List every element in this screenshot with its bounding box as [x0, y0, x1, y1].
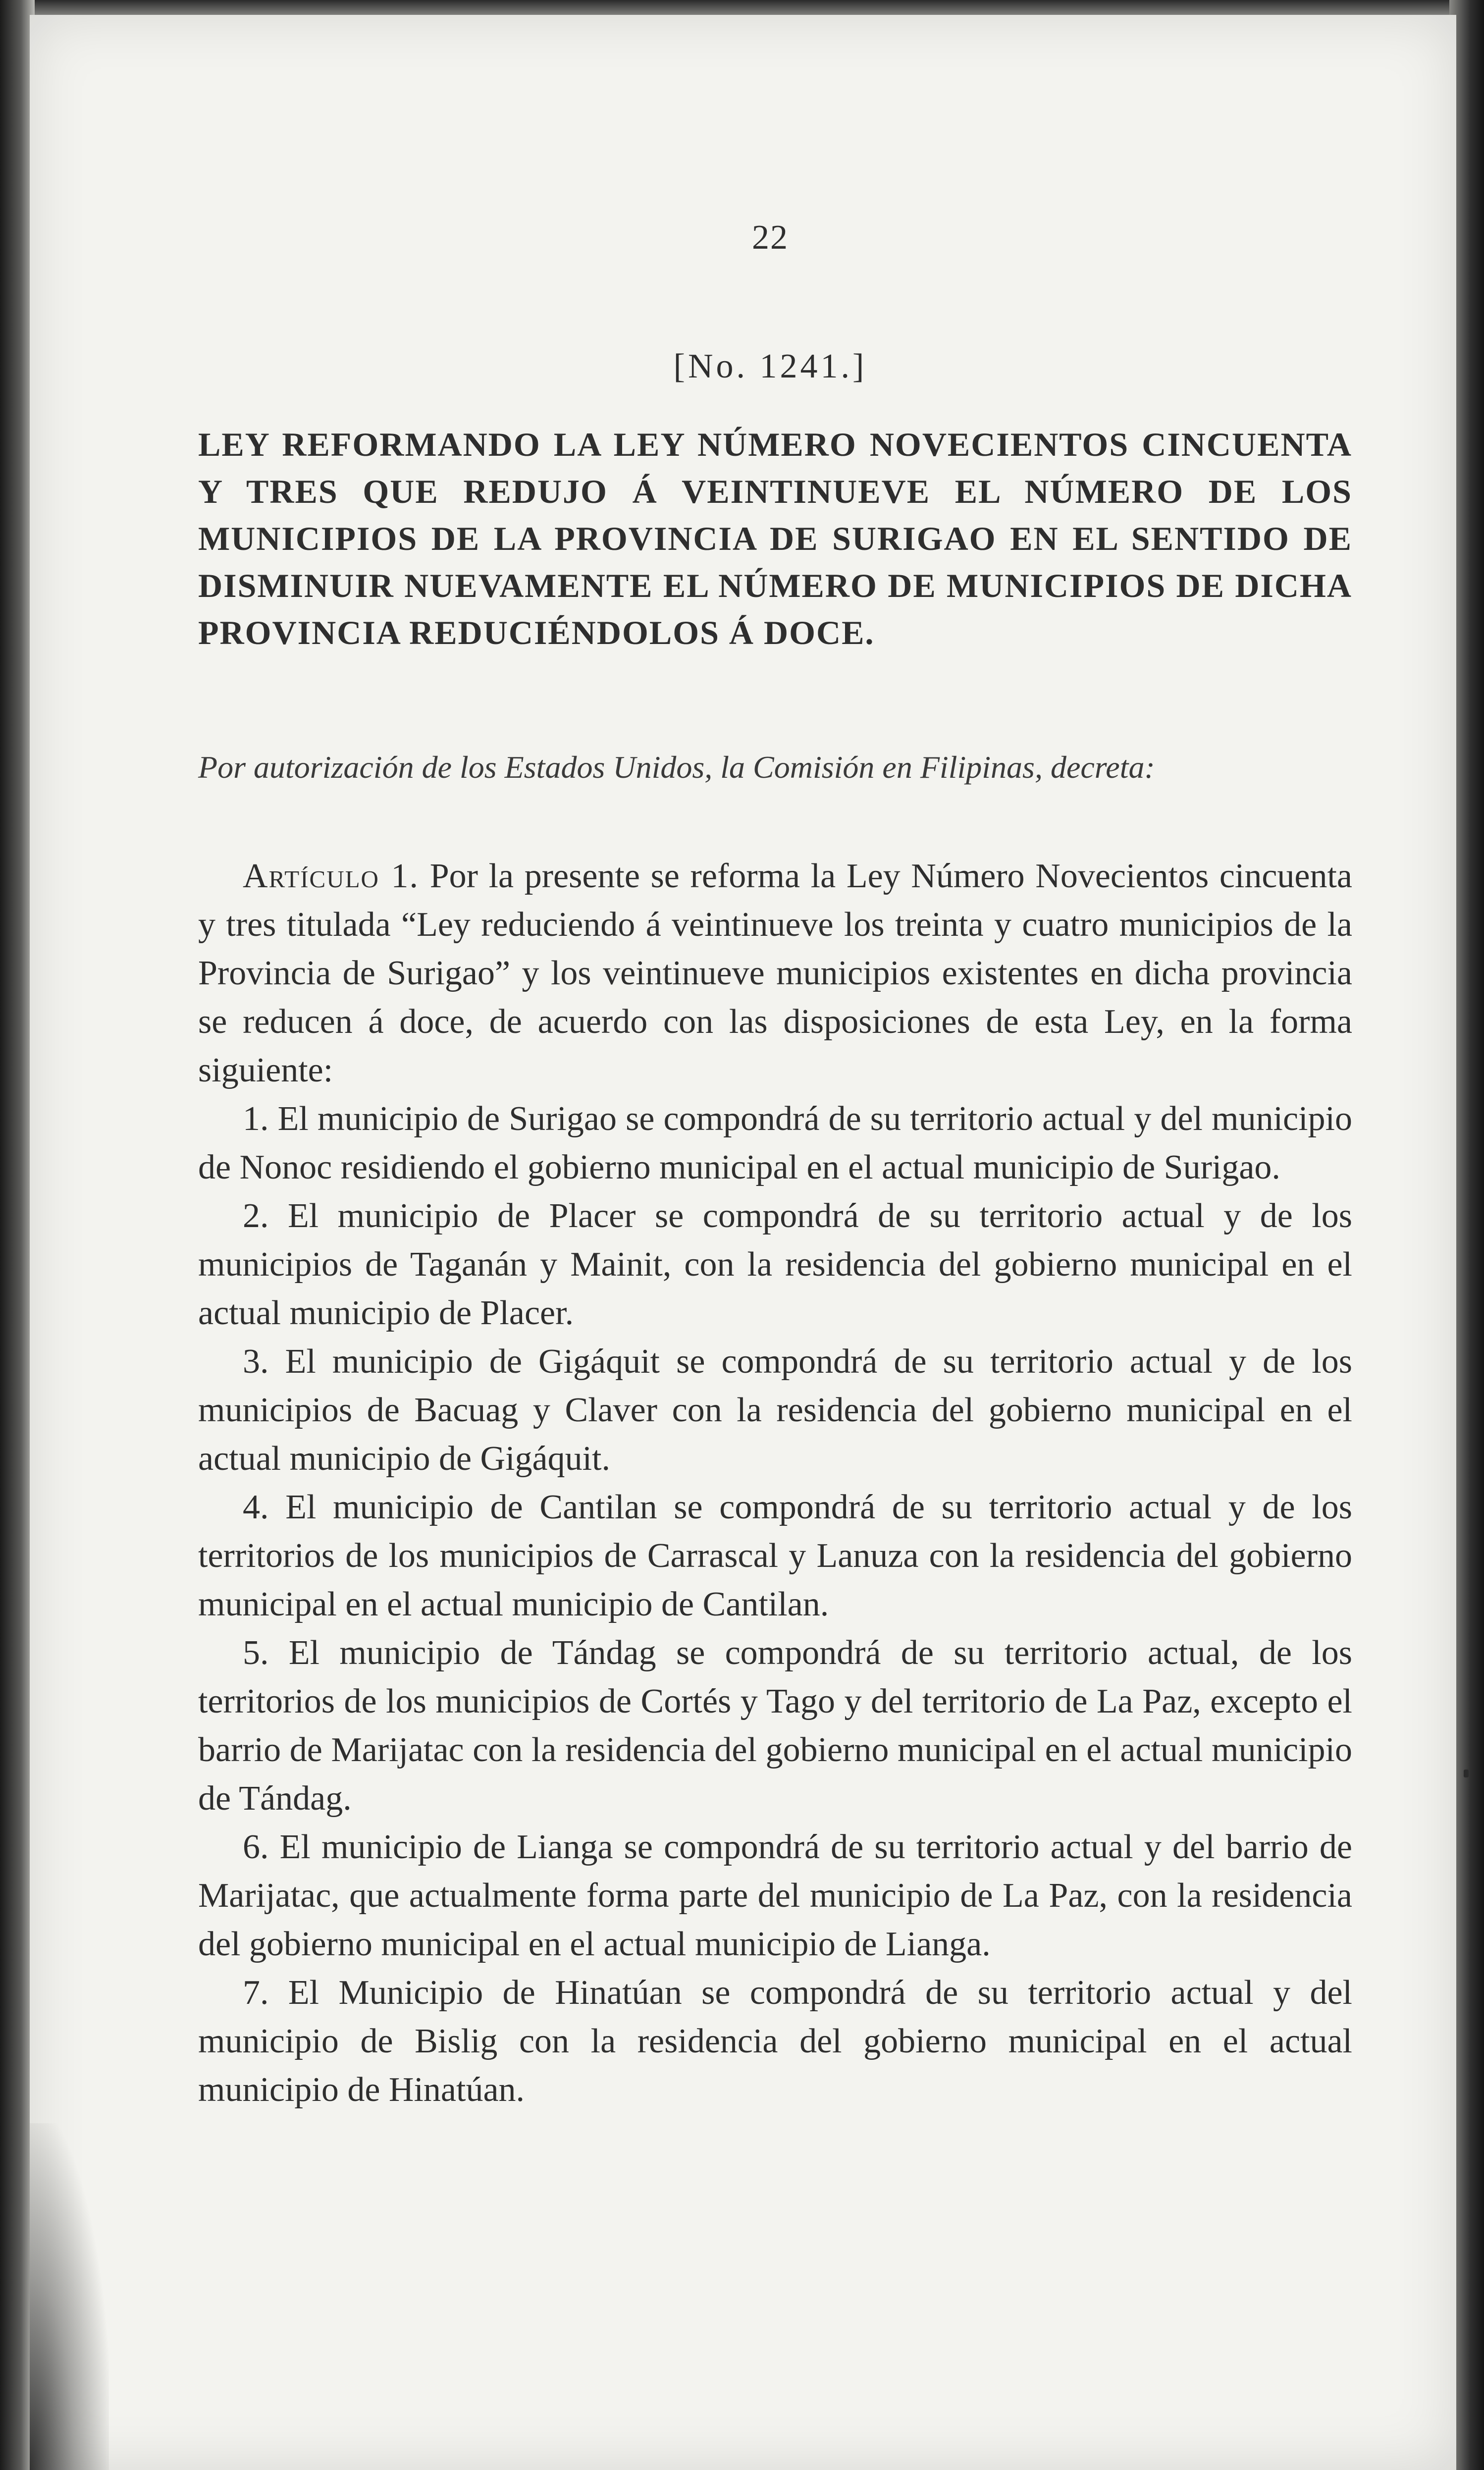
- page-number: 22: [752, 218, 789, 257]
- article-label: Artículo 1.: [243, 857, 420, 895]
- paragraph-2: 2. El municipio de Placer se compondrá de su territorio actual y de los municipios de Taganán y Mainit, con la residencia del gobierno municipal en el actual municipio de Placer.: [198, 1197, 1352, 1332]
- law-number: [No. 1241.]: [673, 347, 867, 385]
- document-page: [30, 15, 1456, 2470]
- article-intro: Por la presente se reforma la Ley Número Novecientos cincuenta y tres titulada “Ley reduciendo á veintinueve los treinta y cuatro municipios de la Provincia de Surigao” y los veintinueve municipios existentes en dicha provincia se reducen á doce, de acuerdo con las disposiciones de esta Ley, en la forma siguiente:: [198, 857, 1352, 1089]
- scan-speck: [1464, 1770, 1469, 1777]
- enacting-clause: Por autorización de los Estados Unidos, la Comisión en Filipinas, decreta:: [198, 750, 1155, 785]
- page-shadow: [30, 2123, 109, 2470]
- paragraph-4: 4. El municipio de Cantilan se compondrá de su territorio actual y de los territorios de los municipios de Carrascal y Lanuza con la residencia del gobierno municipal en el actual municipio de Cantilan.: [198, 1488, 1352, 1623]
- paragraph-7: 7. El Municipio de Hinatúan se compondrá de su territorio actual y del municipio de Bislig con la residencia del gobierno municipal en el actual municipio de Hinatúan.: [198, 1974, 1352, 2109]
- paragraph-5: 5. El municipio de Tándag se compondrá de su territorio actual, de los territorios de los municipios de Cortés y Tago y del territorio de La Paz, excepto el barrio de Marijatac con la residencia del gobierno municipal en el actual municipio de Tándag.: [198, 1634, 1352, 1818]
- paragraph-3: 3. El municipio de Gigáquit se compondrá de su territorio actual y de los municipios de Bacuag y Claver con la residencia del gobierno municipal en el actual municipio de Gigáquit.: [198, 1342, 1352, 1478]
- article-1: [198, 852, 1352, 1095]
- paragraph-6: 6. El municipio de Lianga se compondrá de su territorio actual y del barrio de Marijatac, que actualmente forma parte del municipio de La Paz, con la residencia del gobierno municipal en el actual municipio de Lianga.: [198, 1828, 1352, 1963]
- law-body: [198, 852, 1352, 2114]
- law-title: LEY REFORMANDO LA LEY NÚMERO NOVECIENTOS CINCUENTA Y TRES QUE REDUJO Á VEINTINUEVE EL NÚMERO DE LOS MUNICIPIOS DE LA PROVINCIA DE SURIGAO EN EL SENTIDO DE DISMINUIR NUEVAMENTE EL NÚMERO DE MUNICIPIOS DE DICHA PROVINCIA REDUCIÉNDOLOS Á DOCE.: [198, 426, 1352, 651]
- paragraph-1: 1. El municipio de Surigao se compondrá de su territorio actual y del municipio de Nonoc residiendo el gobierno municipal en el actual municipio de Surigao.: [198, 1100, 1352, 1186]
